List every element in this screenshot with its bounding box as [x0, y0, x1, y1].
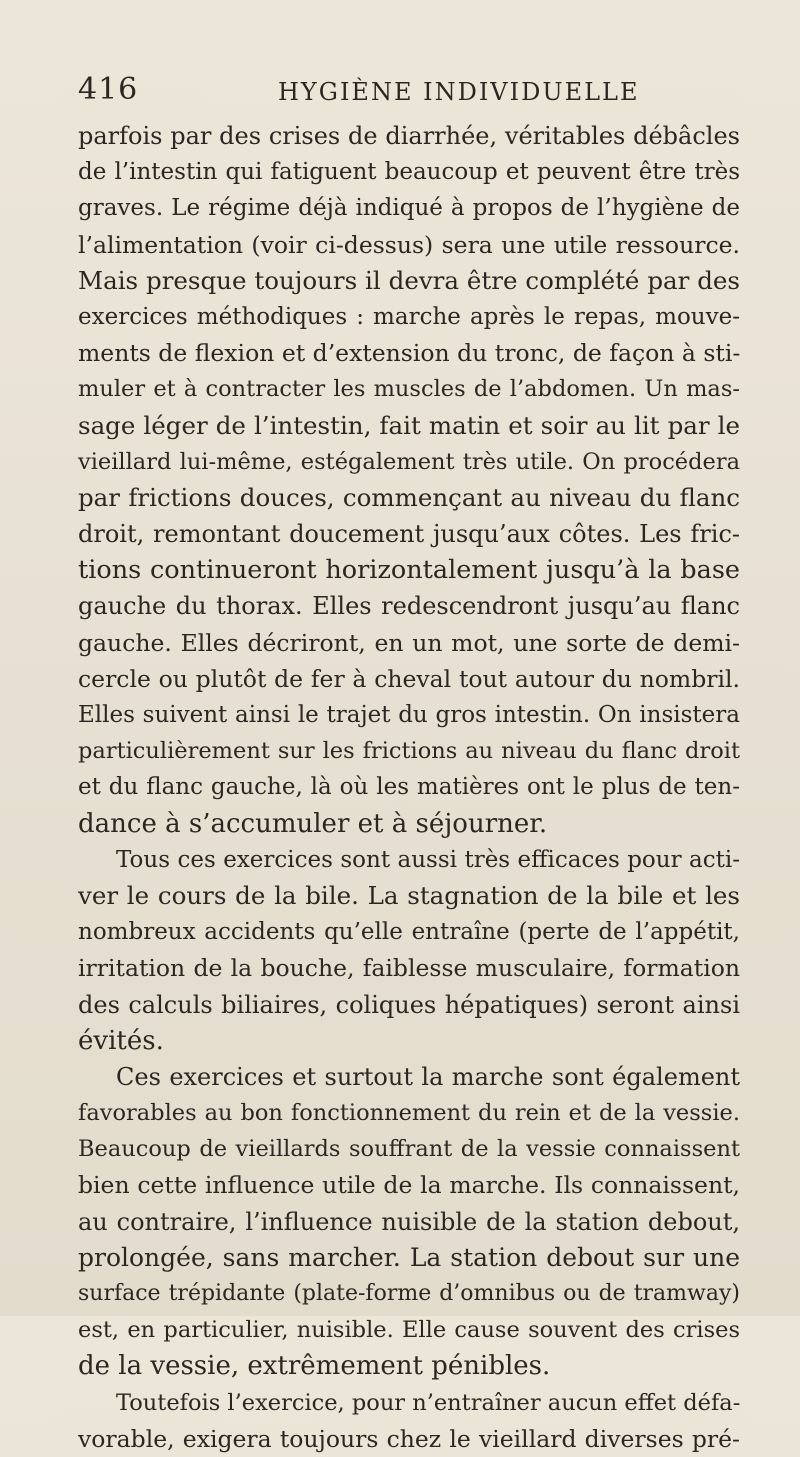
text-line: de la vessie, extrêmement pénibles.: [78, 1351, 551, 1382]
text-line: parfois par des crises de diarrhée, véritables débâcles: [78, 122, 740, 150]
text-line: et du flanc gauche, là où les matières ont le plus de ten-: [78, 774, 740, 801]
body-text: [78, 118, 740, 1457]
text-line: surface trépidante (plate-forme d’omnibus ou de tramway): [78, 1281, 740, 1306]
text-line: graves. Le régime déjà indiqué à propos de l’hygiène de: [78, 195, 740, 222]
text-line: vieillard lui-même, estégalement très utile. On procédera: [78, 448, 740, 475]
text-line: évités.: [78, 1025, 164, 1056]
text-line: irritation de la bouche, faiblesse musculaire, formation: [78, 954, 740, 983]
running-head: [78, 70, 738, 110]
text-line: muler et à contracter les muscles de l’abdomen. Un mas-: [78, 376, 740, 403]
text-line: de l’intestin qui fatiguent beaucoup et peuvent être très: [78, 159, 740, 186]
text-line: sage léger de l’intestin, fait matin et soir au lit par le: [78, 410, 740, 440]
text-line: Mais presque toujours il devra être complété par des: [78, 265, 740, 295]
text-line: au contraire, l’influence nuisible de la station debout,: [78, 1207, 740, 1236]
text-line: particulièrement sur les frictions au niveau du flanc droit: [78, 738, 740, 765]
text-line: ments de flexion et d’extension du tronc, de façon à sti-: [78, 339, 741, 368]
text-line: dance à s’accumuler et à séjourner.: [78, 808, 548, 839]
text-line: vorable, exigera toujours chez le vieillard diverses pré-: [78, 1424, 740, 1453]
text-line: Toutefois l’exercice, pour n’entraîner aucun effet défa-: [116, 1389, 741, 1416]
text-line: par frictions douces, commençant au niveau du flanc: [78, 482, 740, 512]
text-line: cercle ou plutôt de fer à cheval tout autour du nombril.: [78, 664, 740, 693]
text-line: est, en particulier, nuisible. Elle cause souvent des crises: [78, 1317, 740, 1344]
running-head-title: HYGIÈNE INDIVIDUELLE: [278, 78, 640, 106]
text-line: l’alimentation (voir ci-dessus) sera une utile ressource.: [78, 230, 740, 259]
text-line: Beaucoup de vieillards souffrant de la vessie connaissent: [78, 1136, 740, 1163]
text-line: nombreux accidents qu’elle entraîne (perte de l’appétit,: [78, 919, 740, 946]
text-line: Elles suivent ainsi le trajet du gros intestin. On insistera: [78, 702, 740, 728]
text-line: gauche. Elles décriront, en un mot, une sorte de demi-: [78, 628, 740, 657]
text-line: Ces exercices et surtout la marche sont également: [116, 1062, 740, 1091]
text-line: des calculs biliaires, coliques hépatiques) seront ainsi: [78, 990, 740, 1019]
text-line: Tous ces exercices sont aussi très efficaces pour acti-: [116, 846, 740, 873]
text-line: prolongée, sans marcher. La station debout sur une: [78, 1242, 740, 1272]
text-line: bien cette influence utile de la marche. Ils connaissent,: [78, 1171, 740, 1200]
text-line: favorables au bon fonctionnement du rein et de la vessie.: [78, 1100, 740, 1127]
page-number: 416: [78, 72, 139, 107]
text-line: droit, remontant doucement jusqu’aux côtes. Les fric-: [78, 520, 740, 549]
text-line: ver le cours de la bile. La stagnation de la bile et les: [78, 880, 740, 910]
text-line: gauche du thorax. Elles redescendront jusqu’au flanc: [78, 592, 740, 621]
text-line: tions continueront horizontalement jusqu’à la base: [78, 555, 740, 586]
text-line: exercices méthodiques : marche après le repas, mouve-: [78, 303, 740, 330]
